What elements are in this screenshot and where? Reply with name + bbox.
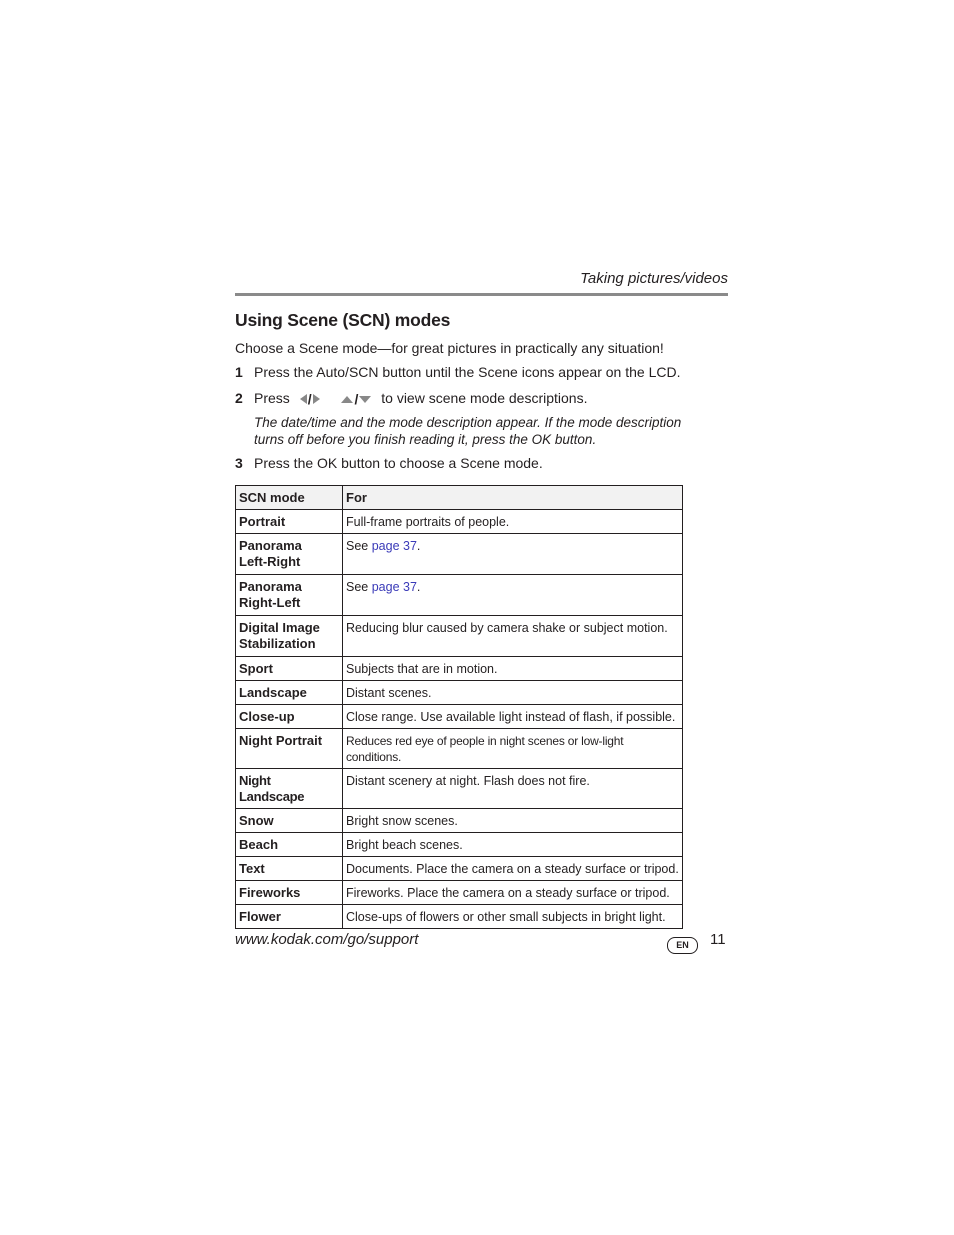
table-row	[236, 534, 683, 575]
mode-cell: Beach	[236, 833, 343, 857]
mode-cell: Flower	[236, 905, 343, 929]
table-row	[236, 616, 683, 657]
step-number: 3	[235, 455, 243, 471]
page-link[interactable]: page 37	[371, 539, 417, 553]
desc-cell	[343, 534, 683, 575]
step-text: Press the OK button to choose a Scene mode.	[254, 455, 543, 471]
page-link[interactable]: page 37	[371, 580, 417, 594]
running-head: Taking pictures/videos	[580, 270, 728, 287]
up-arrow-icon	[341, 396, 353, 403]
intro-text: Choose a Scene mode—for great pictures in practically any situation!	[235, 340, 664, 356]
desc-cell: Subjects that are in motion.	[343, 657, 683, 681]
mode-line: Right-Left	[239, 595, 301, 610]
desc-cell: Documents. Place the camera on a steady surface or tripod.	[343, 857, 683, 881]
step-number: 1	[235, 364, 243, 380]
desc-prefix: See	[346, 539, 372, 553]
desc-cell: Bright snow scenes.	[343, 809, 683, 833]
desc-cell: Reducing blur caused by camera shake or subject motion.	[343, 616, 683, 657]
language-badge: EN	[667, 937, 698, 954]
mode-cell	[236, 534, 343, 575]
step-text: Press the Auto/SCN button until the Scene icons appear on the LCD.	[254, 364, 681, 380]
table-row	[236, 881, 683, 905]
mode-cell: Fireworks	[236, 881, 343, 905]
desc-cell: Bright beach scenes.	[343, 833, 683, 857]
step-number: 2	[235, 390, 243, 406]
table-row	[236, 809, 683, 833]
scene-mode-table	[235, 485, 683, 929]
table-row	[236, 575, 683, 616]
desc-prefix: See	[346, 580, 372, 594]
table-header-row	[236, 486, 683, 510]
mode-line: Panorama	[239, 579, 302, 594]
mode-cell: Snow	[236, 809, 343, 833]
mode-line: Digital Image	[239, 620, 320, 635]
left-right-arrows	[294, 390, 320, 407]
desc-cell: Close-ups of flowers or other small subjects in bright light.	[343, 905, 683, 929]
mode-cell: Text	[236, 857, 343, 881]
table-row	[236, 681, 683, 705]
up-down-arrows	[329, 390, 371, 407]
column-header-for: For	[343, 486, 683, 510]
desc-cell: Reduces red eye of people in night scenes or low-light conditions.	[343, 729, 683, 769]
table-row	[236, 729, 683, 769]
mode-cell: Close-up	[236, 705, 343, 729]
step-text-before: Press	[254, 390, 290, 406]
table-row	[236, 769, 683, 809]
desc-cell: Distant scenes.	[343, 681, 683, 705]
left-arrow-icon	[300, 394, 307, 404]
table-row	[236, 657, 683, 681]
column-header-mode: SCN mode	[236, 486, 343, 510]
mode-cell: Portrait	[236, 510, 343, 534]
step-note: The date/time and the mode description appear. If the mode description turns off before you finish reading it, press the OK button.	[254, 415, 682, 447]
mode-cell	[236, 575, 343, 616]
step-text-container	[254, 390, 587, 407]
table-row	[236, 857, 683, 881]
desc-cell: Fireworks. Place the camera on a steady surface or tripod.	[343, 881, 683, 905]
page-number: 11	[710, 931, 726, 948]
right-arrow-icon	[313, 394, 320, 404]
desc-cell: Distant scenery at night. Flash does not fire.	[343, 769, 683, 809]
support-url[interactable]: www.kodak.com/go/support	[235, 931, 419, 948]
mode-cell: Sport	[236, 657, 343, 681]
table-row	[236, 705, 683, 729]
header-rule	[235, 293, 728, 296]
mode-cell	[236, 616, 343, 657]
mode-line: Left-Right	[239, 554, 301, 569]
table-row	[236, 833, 683, 857]
table-row	[236, 905, 683, 929]
mode-cell: Night Landscape	[236, 769, 343, 809]
slash-separator: /	[354, 391, 359, 408]
table-row	[236, 510, 683, 534]
mode-line: Panorama	[239, 538, 302, 553]
desc-cell: Close range. Use available light instead of flash, if possible.	[343, 705, 683, 729]
mode-cell: Landscape	[236, 681, 343, 705]
desc-cell	[343, 575, 683, 616]
mode-line: Stabilization	[239, 636, 316, 651]
desc-suffix: .	[416, 580, 421, 594]
section-title: Using Scene (SCN) modes	[235, 310, 451, 330]
down-arrow-icon	[359, 396, 371, 403]
mode-cell: Night Portrait	[236, 729, 343, 769]
step-text-after: to view scene mode descriptions.	[381, 390, 588, 406]
desc-cell: Full-frame portraits of people.	[343, 510, 683, 534]
desc-suffix: .	[416, 539, 421, 553]
slash-separator: /	[307, 391, 312, 408]
